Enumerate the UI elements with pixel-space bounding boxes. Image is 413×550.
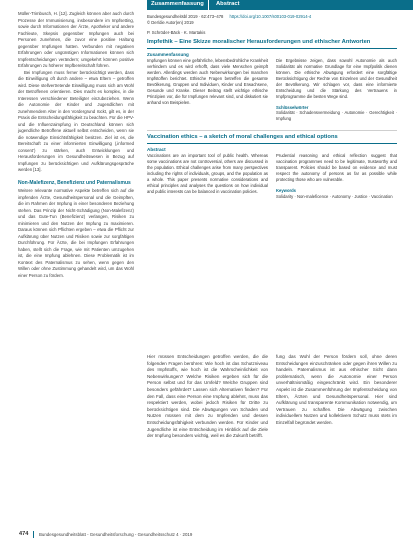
- abstract-box: [147, 14, 397, 200]
- copyright: © Der/die Autor(en) 2019: [147, 20, 194, 25]
- tab-zusammenfassung: Zusammenfassung: [151, 1, 204, 7]
- english-title: Vaccination ethics – a sketch of moral challenges and ethical options: [147, 134, 338, 141]
- english-abstract-heading: Abstract: [147, 147, 166, 153]
- tab-divider: [208, 0, 209, 10]
- german-title: Impfethik – Eine Skizze moralischer Herausforderungen und ethischer Antworten: [147, 39, 371, 45]
- german-abstract-col-1: [147, 58, 268, 122]
- right-body-text: [147, 354, 397, 440]
- divider: [147, 130, 397, 131]
- page-number: 474: [19, 531, 29, 537]
- english-abstract: [147, 153, 397, 199]
- divider: [147, 48, 397, 49]
- german-keywords: Solidarität · Schadensvermeidung · Autonomie · Gerechtigkeit · Impfung: [276, 110, 397, 122]
- body-paragraph: Bei Impfungen muss ferner berücksichtigt werden, dass die Einwilligung oft durch andere – etwa Eltern – getroffen wird. Diese stellvertretende Einwilligung muss sich am Wohl der Betroffenen orientieren. Dies macht es komplex, in die Interessen verschiedener Beteiligter einzubeziehen. Wenn die Autonomie der Kinder und Jugendlichen mit zunehmendem Alter in den Vordergrund rückt, gilt es, in der Praxis die Entscheidungsfähigkeit zu beachten. Für die HPV- und die Influenzaimpfung in Deutschland können sich jugendliche Betroffene aktuell selbst entscheiden, wenn sie die notwendige Einsichtsfähigkeit besitzen. Ziel ist es, die Bereitschaft zu einer informierten Einwilligung (‚informed consent‘) zu stärken, auch Entwicklungen und Herausforderungen im Gesundheitswesen in Bezug auf Impfungen zu berücksichtigen und Aufklärungsgespräche werden [13].: [18, 69, 134, 172]
- page-footer: [0, 527, 413, 541]
- english-abstract-col-2: [276, 153, 397, 199]
- body-paragraph: Weitere relevante normative Aspekte betreffen sich auf die impfenden Ärzte, Gesundheitspersonal und die Geimpften, die im Rahmen der Impfung in einer besonderen Beziehung stehen. Das Prinzip der Nicht-Schädigung (Non-Malefizenz) und das Gute-Tun (Benefizienz) verlangen, Risiken zu minimieren und den Nutzen der Impfung zu maximieren. Daraus können sich Pflichten ergeben – etwa die Pflicht zur Aufklärung über Nutzen und Risiken sowie zur sorgfältigen Durchführung. Für Ärzte, die bei Impfungen Erfahrungen haben, stellt sich die Frage, wie mit Patienten umzugehen ist, die eine Impfung ablehnen. Diese Problematik ist im Kontext des Paternalismus zu sehen, wenn gegen den Willen oder ohne Zustimmung gehandelt wird, um das Wohl einer Person zu fördern.: [18, 188, 134, 278]
- footer-divider: [33, 531, 34, 538]
- doi-link[interactable]: https://doi.org/10.1007/s00103-019-02914-4: [229, 14, 312, 19]
- authors: P. Schröder-Bäck · K. Martakis: [147, 30, 206, 35]
- english-abstract-col-1: [147, 153, 268, 199]
- german-abstract-col-2: [276, 58, 397, 122]
- tab-abstract: Abstract: [216, 1, 240, 7]
- abstract-header-band: [147, 0, 413, 10]
- german-abstract-text: Die Ergebnisse zeigen, dass sowohl Autonomie als auch Solidarität als normative Grundlage für eine Impfpolitik dienen können. Die ethische Abwägung erfordert eine sorgfältige Berücksichtigung der Rechte von Einzelnen und der Gesundheit der Bevölkerung. Wir schlagen vor, dass eine informierte Entscheidung und die Stärkung des Vertrauens in Impfprogramme die besten Wege sind.: [276, 58, 397, 99]
- divider: [147, 143, 397, 144]
- german-abstract: [147, 58, 397, 122]
- section-subheading: Non-Malefizenz, Benefizienz und Paternalismus: [18, 179, 131, 186]
- body-col-2: fung das Wohl der Person fördern soll, ohne deren Entscheidungen einzuschränken oder gegen ihren Willen zu handeln. Paternalismus ist aus ethischer Sicht dann problematisch, wenn die Autonomie einer Person unverhältnismäßig eingeschränkt wird. Ein besonderer Aspekt ist die Zusammenführung der Impfentscheidung von Eltern, Ärzten und Gesundheitspersonal. Hier sind Aufklärung und transparente Kommunikation notwendig, um Vertrauen zu schaffen. Die Abwägung zwischen individuellem Nutzen und kollektivem Schutz muss stets im Einzelfall begründet werden.: [276, 354, 397, 425]
- german-abstract-text: Impfungen können eine gefährliche, lebensbedrohliche Krankheit verhindern und es wird erhofft, dass viele Menschen geimpft werden. Allerdings werden auch Nebenwirkungen bei manchen Impfstoffen berichtet. Ethische Fragen betreffen die gesamte Bevölkerung, Gruppen und Individuen, Kinder und Erwachsene, Gesunde und Kranke. Dieser Beitrag stellt wichtige ethische Prinzipien vor, die für Impfungen relevant sind, und diskutiert sie anhand von Beispielen.: [147, 58, 268, 105]
- english-abstract-text: Vaccinations are an important tool of public health. Whereas some vaccinations are not controversial, others are discussed in the population. Ethical challenges arise from many perspectives including the rights of individuals, groups, and the population as a whole. This paper presents normative considerations and ethical principles and analyses the questions on how individual and public interests can be balanced in vaccination policies.: [147, 153, 268, 194]
- german-abstract-heading: Zusammenfassung: [147, 52, 189, 58]
- body-col-1: Hier müssen Entscheidungen getroffen werden, die die folgenden Fragen berühren: Wie hoch ist das Schutzniveau des Impfstoffs, wie hoch ist die Wahrscheinlichkeit von Nebenwirkungen? Welche Risiken ergeben sich für die Person selbst und für das Umfeld? Welche Gruppen sind besonders gefährdet? Lassen sich Alternativen finden? Für den Fall, dass eine Person eine Impfung ablehnt, muss das respektiert werden, wobei jedoch Risiken für Dritte zu berücksichtigen sind. Die Abwägungen von Schaden und Nutzen müssen mit dem zu Impfenden und dessen Entscheidungsfähigkeit verbunden werden. Für Kinder und Jugendliche ist eine Entscheidung im Hinblick auf die Ziele der Impfung besonders wichtig, weil es die Zukunft betrifft.: [147, 354, 268, 439]
- citation: Bundesgesundheitsbl 2019 · 62:473–478: [147, 14, 224, 19]
- english-keywords-label: Keywords: [276, 188, 297, 193]
- english-abstract-text: Prudential reasoning and ethical reflection suggest that vaccination programmes need to be legitimate, trustworthy and transparent. Policies should be based on evidence and must respect the autonomy of persons as far as possible while protecting those who are vulnerable.: [276, 153, 397, 183]
- left-text-column: [18, 11, 134, 279]
- german-keywords-label: Schlüsselwörter: [276, 104, 309, 110]
- journal-name: Bundesgesundheitsblatt - Gesundheitsforschung - Gesundheitsschutz 4 · 2019: [39, 532, 193, 537]
- english-keywords: Solidarity · Non-maleficence · Autonomy · Justice · Vaccination: [276, 193, 393, 199]
- body-paragraph: Müller-Trimbusch, H. [12]. Zugleich können aber auch durch Prozesse der Immunisierung, insbesondere im Impfsetting, sowie durch Informationen der Ärzte, Apotheker und andere Fachleute, Skepsis gegenüber Impfungen auch bei Personen zunehmen, die zuvor eine positive Haltung gegenüber Impfungen hatten. Verbunden mit negativen Erfahrungen oder ungünstigen Informationen können sich Impfentscheidungen verändern; umgekehrt können positive Erfahrungen zu höherer Impfbereitschaft führen.: [18, 11, 134, 68]
